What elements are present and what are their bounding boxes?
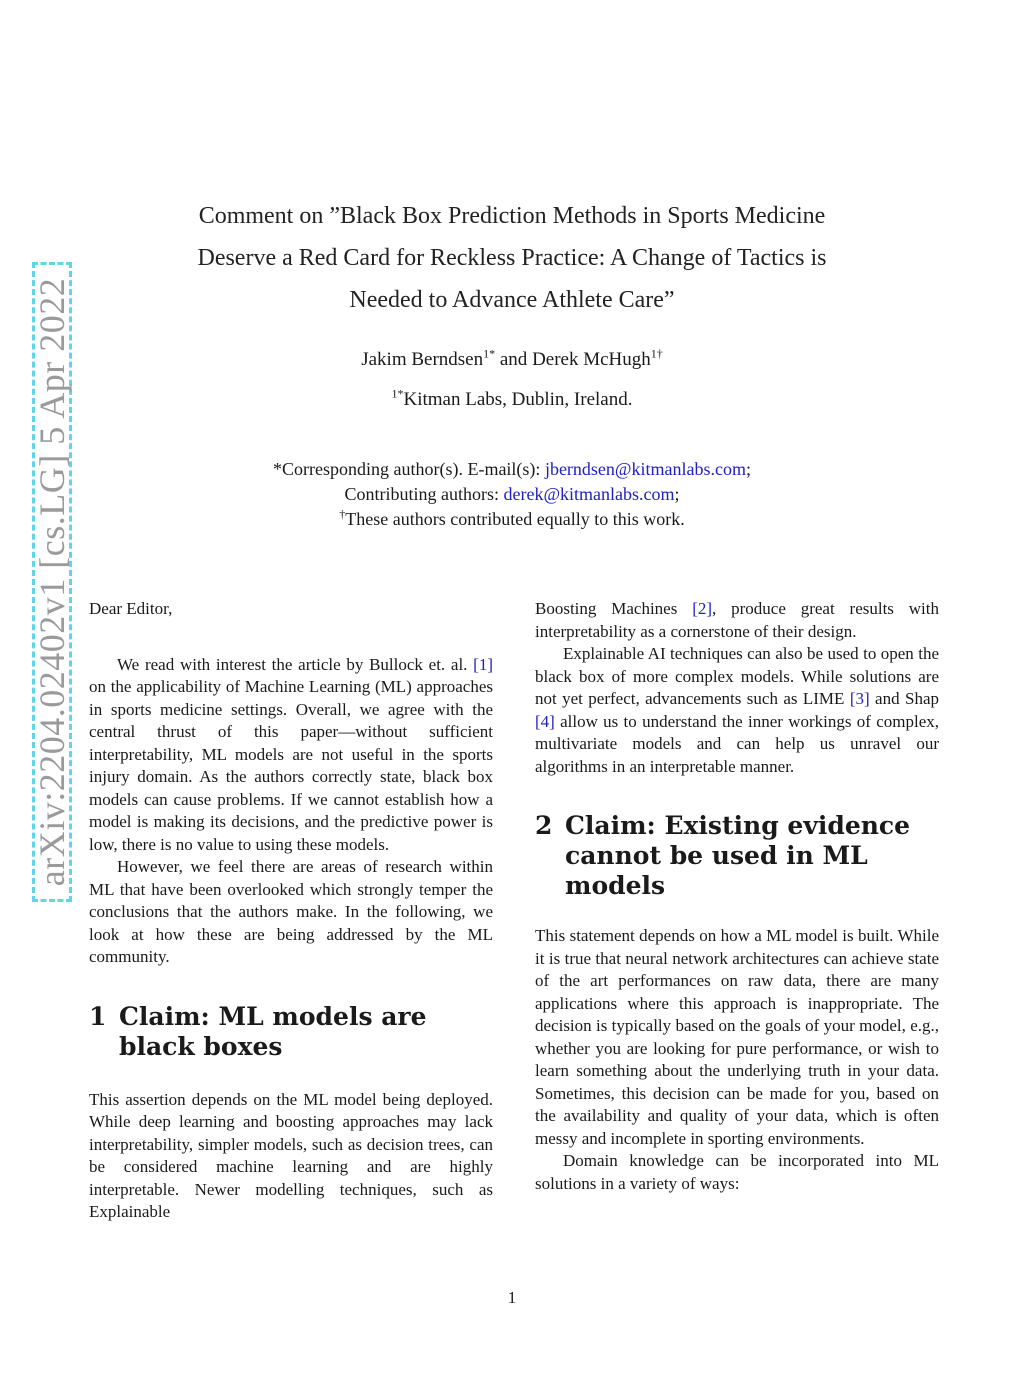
paragraph-text: , produce great results with interpretability as a cornerstone of their design. <box>535 599 939 641</box>
affiliation-text: Kitman Labs, Dublin, Ireland. <box>403 389 633 410</box>
paragraph: Domain knowledge can be incorporated into ML solutions in a variety of ways: <box>535 1151 939 1193</box>
paragraph <box>89 654 493 857</box>
arxiv-stamp <box>32 262 72 902</box>
section-title: Claim: Existing evidence cannot be used in ML models <box>565 811 911 900</box>
author-connector: and <box>495 349 533 370</box>
dagger-mark: † <box>339 507 346 521</box>
paragraph-text: Explainable AI techniques can also be used to open the black box of more complex models. While solutions are not yet perfect, advancements such as LIME <box>535 644 939 708</box>
author-list <box>120 346 904 374</box>
author-name: Jakim Berndsen <box>361 349 484 370</box>
citation-link-3[interactable]: [3] <box>849 689 870 708</box>
punctuation: ; <box>674 484 680 504</box>
section-heading-1 <box>89 1002 493 1062</box>
arxiv-identifier: arXiv:2204.02402v1 [cs.LG] 5 Apr 2022 <box>32 277 72 887</box>
section-number: 2 <box>535 811 553 840</box>
contributing-label: Contributing authors: <box>344 484 504 504</box>
paragraph-text: on the applicability of Machine Learning (ML) approaches in sports medicine settings. Overall, we agree with the central thrust of this paper—without sufficient interpretability, ML models are not useful in the sports injury domain. As the authors correctly state, black box models can cause problems. If we cannot establish how a model is making its decisions, and the predictive power is low, there is no value to using these models. <box>89 677 493 854</box>
left-column <box>89 598 493 1224</box>
section-title: Claim: ML models are black boxes <box>119 1001 427 1061</box>
citation-link-2[interactable]: [2] <box>692 599 713 618</box>
corresponding-label: *Corresponding author(s). E-mail(s): <box>272 459 545 479</box>
author-affiliation-mark: 1† <box>650 346 663 361</box>
paragraph-text: allow us to understand the inner workings of complex, multivariate models and can help us unravel our algorithms in an interpretable manner. <box>535 711 939 776</box>
salutation: Dear Editor, <box>89 599 173 618</box>
paper-title <box>120 195 904 321</box>
paragraph: However, we feel there are areas of research within ML that have been overlooked which strongly temper the conclusions that the authors make. In the following, we look at how these are being addressed by the ML community. <box>89 857 493 966</box>
corresponding-line <box>120 457 904 482</box>
section-heading-2 <box>535 811 939 901</box>
page-number: 1 <box>507 1288 517 1307</box>
equal-contribution-note <box>120 507 904 532</box>
title-line-2: Deserve a Red Card for Reckless Practice: A Change of Tactics is <box>197 245 827 271</box>
email-link-jberndsen[interactable]: jberndsen@kitmanlabs.com <box>544 459 746 479</box>
section-number: 1 <box>89 1001 107 1031</box>
email-link-derek[interactable]: derek@kitmanlabs.com <box>503 484 675 504</box>
paragraph-text: Boosting Machines <box>535 599 693 618</box>
author-name: Derek McHugh <box>532 349 651 370</box>
right-column <box>535 598 939 1195</box>
correspondence-block <box>120 457 904 532</box>
citation-link-4[interactable]: [4] <box>535 711 555 731</box>
paragraph-text: We read with interest the article by Bullock et. al. <box>117 654 474 674</box>
title-line-1: Comment on ”Black Box Prediction Methods in Sports Medicine <box>198 203 826 229</box>
equal-contribution-text: These authors contributed equally to this work. <box>345 509 685 529</box>
contributing-line <box>120 482 904 507</box>
paragraph <box>535 643 939 778</box>
paragraph: This assertion depends on the ML model being deployed. While deep learning and boosting approaches may lack interpretability, simpler models, such as decision trees, can be considered machine learning and are highly interpretable. Newer modelling techniques, such as Explainable <box>89 1089 493 1221</box>
paragraph: This statement depends on how a ML model is built. While it is true that neural network architectures can achieve state of the art performances on raw data, there are many applications where this approach is inappropriate. The decision is typically based on the goals of your model, e.g., whether you are looking for pure performance, or wish to learn something about the underlying truth in your data. Sometimes, this decision can be made for you, based on the availability and quality of your data, which is often messy and incomplete in sporting environments. <box>535 926 939 1148</box>
punctuation: ; <box>745 459 751 479</box>
author-affiliation-mark: 1* <box>483 346 496 361</box>
affiliation <box>120 386 904 414</box>
paragraph-text: and Shap <box>869 689 939 708</box>
paragraph <box>535 598 939 643</box>
citation-link-1[interactable]: [1] <box>473 654 493 674</box>
title-line-3: Needed to Advance Athlete Care” <box>349 287 675 313</box>
affiliation-mark: 1* <box>391 386 404 401</box>
